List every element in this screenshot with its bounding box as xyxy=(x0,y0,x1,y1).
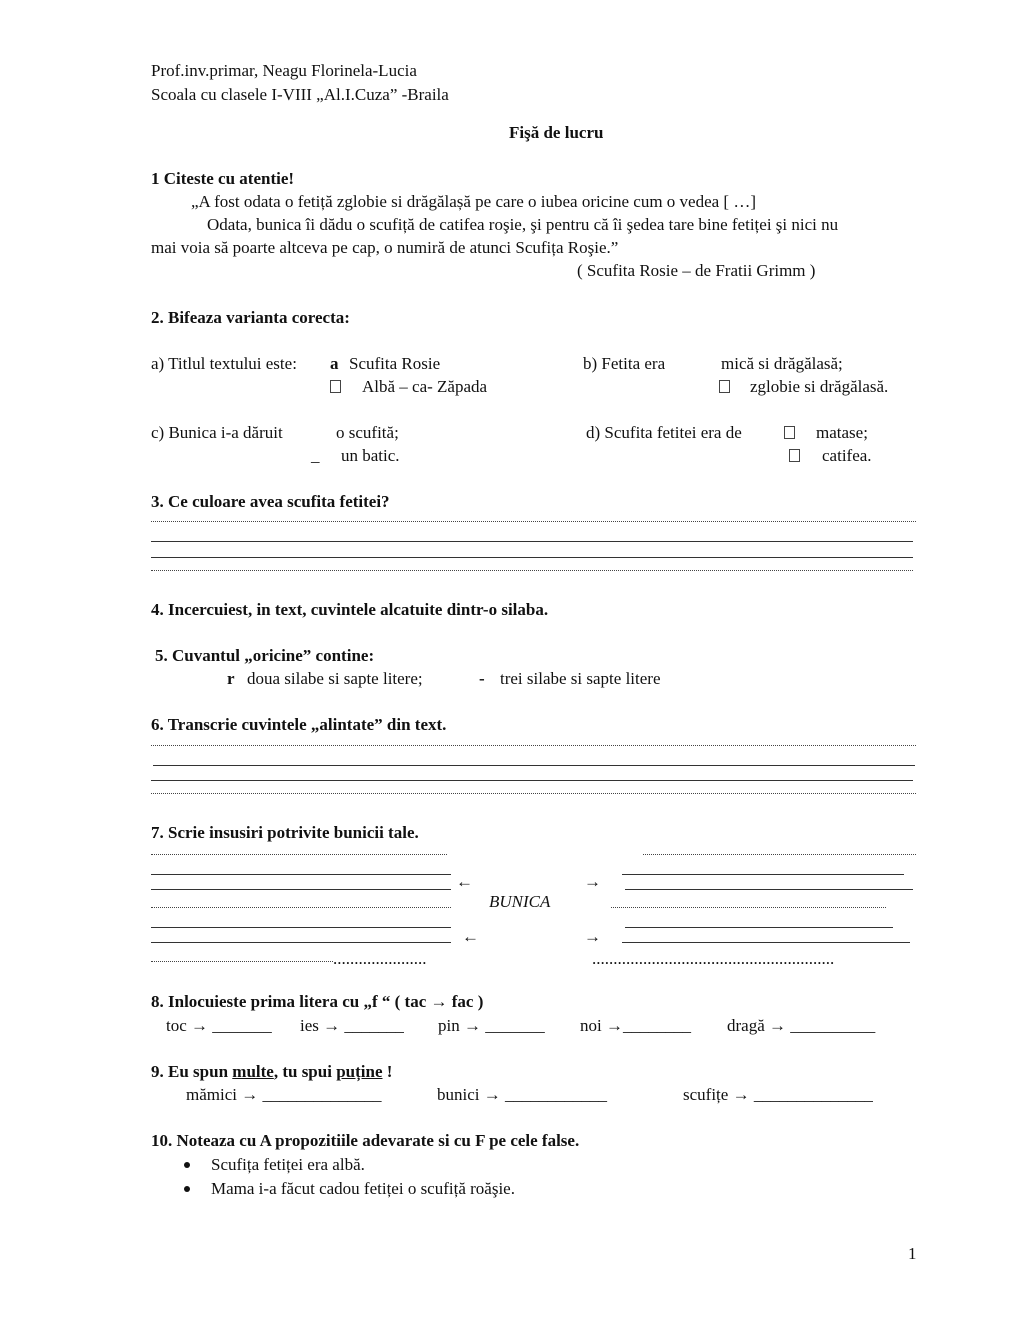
q8-heading: 8. Inlocuieste prima litera cu „f “ ( tac → fac ) xyxy=(151,992,484,1011)
q4-heading: 4. Incercuiest, in text, cuvintele alcatuite dintr-o silaba. xyxy=(151,600,549,619)
q2-heading: 2. Bifeaza varianta corecta: xyxy=(151,308,350,327)
q1-heading: 1 Citeste cu atentie! xyxy=(151,169,295,188)
q10-heading: 10. Noteaza cu A propozitiile adevarate si cu F pe cele false. xyxy=(151,1131,580,1150)
answer-line-right[interactable] xyxy=(643,854,916,855)
q2d-option1-checkbox[interactable] xyxy=(784,423,795,443)
answer-line[interactable] xyxy=(151,780,913,781)
q2c-option1: o scufită; xyxy=(336,423,399,442)
q2a-option2-checkbox[interactable] xyxy=(330,377,341,397)
answer-line-left[interactable] xyxy=(151,942,451,943)
answer-line-right[interactable] xyxy=(622,942,910,943)
q3-heading: 3. Ce culoare avea scufita fetitei? xyxy=(151,492,390,511)
arrow-right-icon: → xyxy=(584,927,601,946)
q8-item-draga[interactable]: dragă → __________ xyxy=(727,1016,876,1035)
answer-line-left[interactable] xyxy=(151,854,447,855)
q8-item-ies[interactable]: ies → _______ xyxy=(300,1016,404,1035)
checkbox-icon xyxy=(719,380,730,393)
q2b-option2: zglobie si drăgălasă. xyxy=(750,377,889,396)
dots-right: ......................................................... xyxy=(592,949,835,968)
dots-left: ...................... xyxy=(333,949,427,968)
q1-text-line1: „A fost odata o fetiță zglobie si drăgălașă pe care o iubea oricine cum o vedea [ …] xyxy=(191,192,757,211)
q5-heading: 5. Cuvantul „oricine” contine: xyxy=(155,646,375,665)
bullet-icon xyxy=(184,1162,190,1168)
q9-item-scufite[interactable]: scufițe → ______________ xyxy=(683,1085,873,1104)
q2a-checkmark: a xyxy=(330,354,339,373)
checkbox-icon xyxy=(784,426,795,439)
q2b-option2-checkbox[interactable] xyxy=(719,377,730,397)
q2b-label: b) Fetita era xyxy=(583,354,666,373)
q1-source: ( Scufita Rosie – de Fratii Grimm ) xyxy=(577,261,816,280)
q2c-option2: un batic. xyxy=(341,446,400,465)
answer-line-left[interactable] xyxy=(151,961,333,962)
q9-item-mamici[interactable]: mămici → ______________ xyxy=(186,1085,382,1104)
page-number: 1 xyxy=(908,1244,917,1263)
q1-text-line3: mai voia să poarte altceva pe cap, o numiră de atunci Scufița Roşie.” xyxy=(151,238,619,257)
q8-item-toc[interactable]: toc → _______ xyxy=(166,1016,272,1035)
checkbox-icon xyxy=(330,380,341,393)
bunica-center-word: BUNICA xyxy=(489,892,551,911)
q5-option2: trei silabe si sapte litere xyxy=(500,669,661,688)
answer-line-right[interactable] xyxy=(611,907,886,908)
q8-item-noi[interactable]: noi →________ xyxy=(580,1016,691,1035)
answer-line-left[interactable] xyxy=(151,889,451,890)
answer-line[interactable] xyxy=(151,541,913,542)
answer-line-left[interactable] xyxy=(151,874,451,875)
q2a-option1: Scufita Rosie xyxy=(349,354,441,373)
answer-line[interactable] xyxy=(151,793,916,794)
answer-line-right[interactable] xyxy=(625,927,893,928)
q5-option1: doua silabe si sapte litere; xyxy=(247,669,423,688)
arrow-left-icon: ← xyxy=(462,927,479,946)
bullet-icon xyxy=(184,1186,190,1192)
q5-mark2: - xyxy=(479,669,485,688)
q5-mark1: r xyxy=(227,669,235,688)
q2a-option2: Albă – ca- Zăpada xyxy=(362,377,488,396)
q2d-option2: catifea. xyxy=(822,446,872,465)
arrow-left-icon: ← xyxy=(456,872,473,891)
q9-item-bunici[interactable]: bunici → ____________ xyxy=(437,1085,607,1104)
page-title: Fişă de lucru xyxy=(509,123,604,142)
q2d-option1: matase; xyxy=(816,423,868,442)
q9-heading: 9. Eu spun multe, tu spui puține ! xyxy=(151,1062,393,1081)
answer-line[interactable] xyxy=(153,765,915,766)
q2d-label: d) Scufita fetitei era de xyxy=(586,423,742,442)
answer-line[interactable] xyxy=(151,745,916,746)
q2a-label: a) Titlul textului este: xyxy=(151,354,297,373)
q7-heading: 7. Scrie insusiri potrivite bunicii tale. xyxy=(151,823,419,842)
answer-line-left[interactable] xyxy=(151,927,451,928)
q6-heading: 6. Transcrie cuvintele „alintate” din text. xyxy=(151,715,447,734)
arrow-right-icon: → xyxy=(584,872,601,891)
q10-statement-2: Mama i-a făcut cadou fetiței o scufiță roăşie. xyxy=(211,1179,515,1198)
answer-line-right[interactable] xyxy=(625,889,913,890)
q2b-option1: mică si drăgălasă; xyxy=(721,354,843,373)
answer-line[interactable] xyxy=(151,557,913,558)
answer-line[interactable] xyxy=(151,570,913,571)
answer-line-left[interactable] xyxy=(151,907,451,908)
checkbox-icon xyxy=(789,449,800,462)
answer-line[interactable] xyxy=(151,521,916,522)
q1-text-line2: Odata, bunica îi dădu o scufiță de catifea roşie, şi pentru că îi şedea tare bine fetiței şi nici nu xyxy=(207,215,839,234)
answer-line-right[interactable] xyxy=(622,874,904,875)
q8-item-pin[interactable]: pin → _______ xyxy=(438,1016,545,1035)
author-line: Prof.inv.primar, Neagu Florinela-Lucia xyxy=(151,61,417,80)
q2c-mark2: _ xyxy=(311,446,320,465)
school-line: Scoala cu clasele I-VIII „Al.I.Cuza” -Braila xyxy=(151,85,449,104)
q2d-option2-checkbox[interactable] xyxy=(789,446,800,466)
q2c-label: c) Bunica i-a dăruit xyxy=(151,423,283,442)
q10-statement-1: Scufița fetiței era albă. xyxy=(211,1155,365,1174)
